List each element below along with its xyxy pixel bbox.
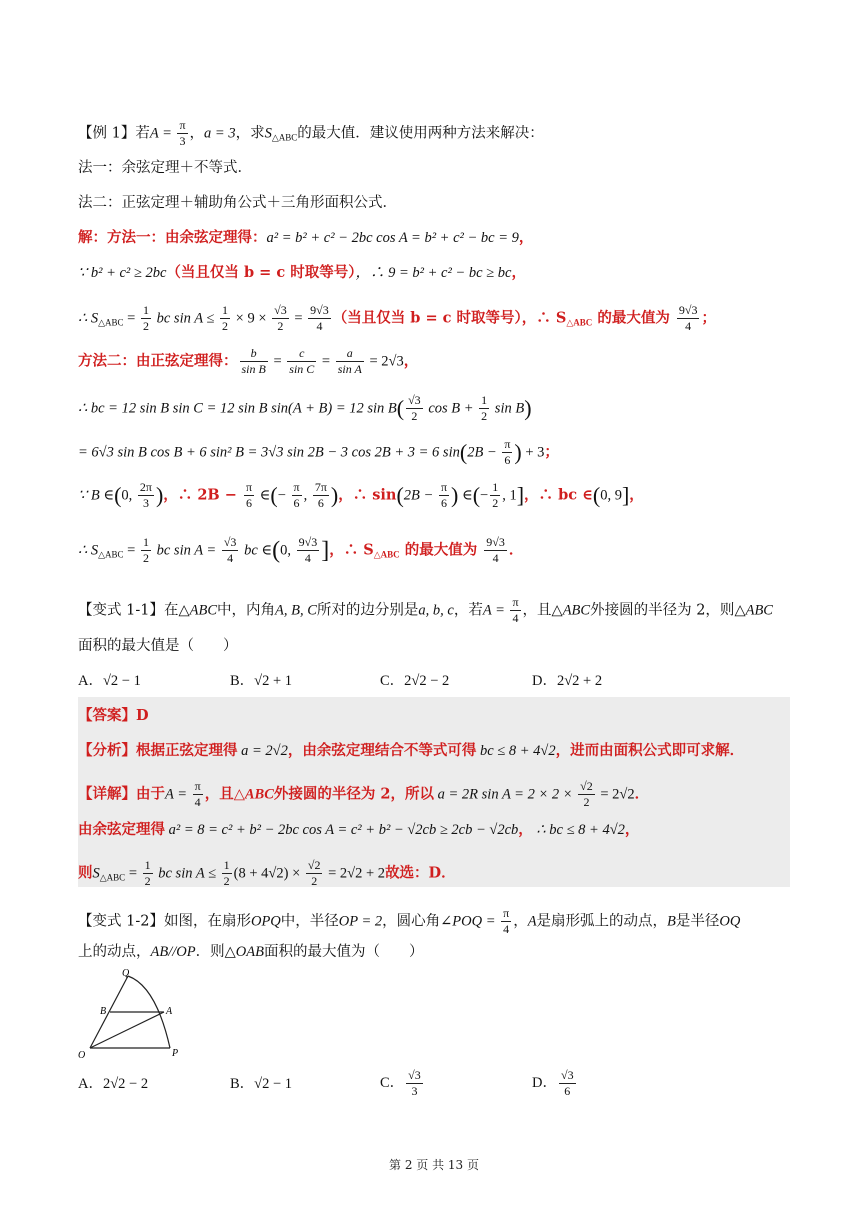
- label-a: A: [166, 1006, 173, 1017]
- solution-line-8: ∴ $S_{\triangle ABC}$ = $\frac{1}{2}$ bc sin A = $\frac{√3}{4}$ bc ∈(0, $\frac{9√3}{4}$ ]，∴ $S_{\triangle ABC}$ 的最大值为 $\frac{9√3}{4}$ ．: [78, 535, 524, 565]
- text: ，: [518, 229, 534, 246]
- den: 2: [142, 551, 149, 565]
- text: ∴ S: [78, 310, 99, 327]
- analysis-line: [78, 741, 744, 761]
- text: 【变式 1-1】在: [78, 602, 179, 619]
- fraction: [406, 393, 423, 424]
- num: 9√3: [298, 535, 318, 549]
- variant2-option-d[interactable]: [532, 1068, 578, 1099]
- den: 4: [194, 795, 201, 809]
- num: √2: [307, 858, 321, 872]
- den: 6: [293, 496, 300, 510]
- subscript: △ABC: [271, 132, 298, 143]
- text: ，: [189, 125, 205, 142]
- example-tag: 【例 1】: [78, 125, 136, 142]
- text: bc ∈: [240, 542, 273, 559]
- text: 中，内角: [217, 602, 276, 619]
- den: 2: [142, 319, 149, 333]
- label-o: O: [78, 1050, 86, 1060]
- example1-question: [78, 118, 544, 149]
- text: △ABC: [551, 602, 591, 619]
- text: =: [125, 865, 141, 882]
- text: ，求: [235, 125, 265, 142]
- fraction: [578, 779, 595, 810]
- text: 的最大值为: [592, 309, 675, 327]
- fraction: [143, 858, 153, 889]
- num: π: [194, 779, 201, 793]
- text: ，由余弦定理结合不等式可得: [287, 742, 477, 759]
- variant2-option-a[interactable]: A．2√2 − 2: [78, 1076, 149, 1092]
- method2-label: 法二：正弦定理＋辅助角公式＋三角形面积公式．: [78, 195, 397, 211]
- equation: = 6√3 sin B cos B + 6 sin² B = 3√3 sin 2B − 3 cos 2B + 3 = 6 sin: [78, 444, 460, 461]
- den: 4: [492, 551, 499, 565]
- text: −: [277, 487, 290, 504]
- text: △OAB: [224, 944, 264, 960]
- text: ，圆心角: [382, 913, 441, 930]
- equation: ∵ b² + c² ≥ 2bc: [78, 265, 167, 281]
- text: 中，半径: [280, 913, 339, 930]
- variant2-question-line2: [78, 942, 423, 962]
- text: ．则: [195, 944, 225, 960]
- num: 1: [492, 480, 499, 494]
- text: 0,: [121, 487, 136, 504]
- text: A, B, C: [275, 602, 317, 619]
- text: , 1: [502, 487, 517, 504]
- text: 面积的最大值为（ ）: [263, 944, 424, 960]
- text: ，∴ 2B −: [163, 486, 242, 504]
- num: π: [245, 480, 252, 494]
- fraction: [510, 595, 520, 626]
- text: OQ: [719, 913, 741, 930]
- den: 2: [583, 795, 590, 809]
- fraction: [336, 346, 364, 377]
- text: a² = 8 = c² + b² − 2bc cos A = c² + b² − √2cb ≥ 2cb − √2cb: [165, 822, 519, 838]
- equation: ∴ bc = 12 sin B sin C = 12 sin B sin(A + B) = 12 sin B: [78, 400, 397, 417]
- fraction: [177, 118, 187, 149]
- den: 3: [179, 134, 186, 148]
- text: 0, 9: [600, 487, 622, 504]
- text: 上的动点，: [78, 944, 151, 960]
- fraction: [484, 535, 507, 566]
- subscript: △ABC: [98, 317, 124, 328]
- text: bc sin A ≤: [152, 310, 219, 327]
- variant1-option-b[interactable]: B．√2 + 1: [230, 673, 293, 689]
- text: （当且仅当 b = c 时取等号）: [166, 264, 356, 281]
- text: sin B: [491, 400, 525, 417]
- text: ，进而由面积公式即可求解．: [555, 742, 745, 759]
- text: ,: [303, 487, 311, 504]
- text: ；: [701, 309, 716, 327]
- text: （当且仅当 b = c 时取等号），∴ S: [332, 309, 567, 327]
- den: 6: [440, 496, 447, 510]
- text: 【详解】由于: [78, 785, 165, 803]
- num: 1: [222, 303, 229, 317]
- num: π: [293, 480, 300, 494]
- den: 6: [317, 496, 324, 510]
- text: ，: [629, 486, 644, 504]
- label-b: B: [100, 1006, 107, 1017]
- text: B: [667, 913, 676, 930]
- num: 9√3: [678, 303, 698, 317]
- num: √3: [274, 303, 287, 317]
- text: (8 + 4√2) ×: [233, 865, 304, 882]
- num: 1: [223, 858, 230, 872]
- text: A =: [149, 125, 176, 142]
- text: bc sin A =: [152, 542, 220, 559]
- text: ，: [513, 913, 528, 930]
- answer-line: 【答案】D: [78, 707, 149, 724]
- text: ，且: [204, 785, 234, 803]
- text: △ABC: [178, 602, 218, 619]
- fraction: [501, 906, 511, 937]
- num: 2π: [139, 480, 152, 494]
- num: π: [179, 118, 186, 132]
- text: a = 2R sin A = 2 × 2 ×: [434, 786, 577, 803]
- fraction: [244, 480, 254, 511]
- text: 2B −: [467, 444, 501, 461]
- fraction: [439, 480, 449, 511]
- text: 若: [135, 125, 150, 142]
- num: π: [504, 437, 511, 451]
- den: sin A: [337, 362, 362, 376]
- den: 4: [512, 611, 519, 625]
- num: 1: [481, 393, 488, 407]
- detail-line: [78, 779, 649, 810]
- text: ∈: [256, 487, 271, 504]
- text: a, b, c: [418, 602, 454, 619]
- fraction: [559, 1068, 576, 1099]
- fraction: [272, 303, 289, 334]
- den: sin B: [241, 362, 266, 376]
- text: ∴ S: [78, 542, 99, 559]
- fraction: [490, 480, 500, 511]
- den: 2: [411, 409, 418, 423]
- num: 9√3: [310, 303, 329, 317]
- num: √2: [580, 779, 593, 793]
- variant2-question-line1: [78, 906, 740, 937]
- den: 4: [304, 551, 311, 565]
- solution-line-4: 方法二：由正弦定理得： $\frac{b}{\text{sin B}}$ = $\frac{c}{\text{sin C}}$ = $\frac{a}{\text{sin A}}$ = 2√3，: [78, 346, 419, 376]
- subscript: △ABC: [98, 549, 124, 560]
- den: 4: [503, 922, 510, 936]
- area-symbol: S: [264, 125, 272, 142]
- fraction: [222, 535, 239, 566]
- text: A =: [482, 602, 509, 619]
- num: √3: [408, 393, 421, 407]
- text: ，且: [522, 602, 552, 619]
- text: = 2√2 + 2: [324, 865, 386, 882]
- den: 4: [685, 319, 692, 333]
- den: 2: [223, 874, 230, 888]
- segment-oa: [90, 1012, 164, 1048]
- variant2-option-c[interactable]: [380, 1068, 425, 1099]
- text: D．: [532, 1074, 557, 1091]
- den: 6: [245, 496, 252, 510]
- den: 6: [564, 1084, 571, 1098]
- text: 的最大值．建议使用两种方法来解决：: [297, 125, 544, 142]
- num: 9√3: [486, 535, 505, 549]
- label-p: P: [172, 1048, 179, 1059]
- equation: = 2√3: [365, 353, 404, 370]
- fraction: [677, 303, 700, 334]
- fraction: [306, 858, 323, 889]
- text: OPQ: [250, 913, 281, 930]
- den: 2: [481, 409, 488, 423]
- den: sin C: [289, 362, 315, 376]
- variant2-option-b[interactable]: B．√2 − 1: [230, 1076, 293, 1092]
- text: ．: [634, 785, 650, 803]
- solution-line-1: [78, 228, 533, 248]
- fraction: [292, 480, 302, 511]
- sector-figure: [72, 966, 192, 1060]
- equation: ，∴ 9 = b² + c² − bc ≥ bc: [355, 265, 512, 281]
- text: 解：方法一：由余弦定理得：: [78, 229, 267, 246]
- solution-line-2: [78, 263, 526, 283]
- condition: a = 3: [204, 125, 236, 142]
- page-footer: 第 2 页 共 13 页: [389, 1158, 479, 1172]
- text: ，∴ sin: [338, 486, 397, 504]
- text: 则: [78, 864, 93, 882]
- text: C．: [380, 1074, 405, 1091]
- text: 【分析】根据正弦定理得: [78, 742, 238, 759]
- solution-line-7: ∵ B ∈(0, $\frac{2\pi}{3}$ )，∴ 2B − $\frac{\pi}{6}$ ∈(− $\frac{\pi}{6}$ , $\frac{7\pi}{6}$ )，∴ sin(2B − $\frac{\pi}{6}$ ) ∈(− $\frac{1}{2}$ , 1]，∴ bc ∈(0, 9]，: [78, 480, 644, 510]
- num: b: [240, 346, 268, 362]
- solution-line-3: [78, 303, 716, 334]
- text: 的最大值为: [399, 541, 483, 559]
- text: ．: [508, 541, 524, 559]
- text: 0,: [280, 542, 295, 559]
- text: △ABC: [734, 602, 773, 619]
- subscript: △ABC: [373, 549, 400, 560]
- variant1-question-line2: 面积的最大值是（ ）: [78, 638, 238, 654]
- conclusion-line: [78, 858, 456, 889]
- variant1-option-c[interactable]: C．2√2 − 2: [380, 673, 450, 689]
- text: ∈: [458, 487, 473, 504]
- method1-label: 法一：余弦定理＋不等式．: [78, 160, 252, 176]
- solution-line-5: ∴ bc = 12 sin B sin C = 12 sin B sin(A + B) = 12 sin B( $\frac{√3}{2}$ cos B + $\frac{1}{2}$ sin B): [78, 393, 532, 423]
- variant1-option-d[interactable]: D．2√2 + 2: [532, 673, 603, 689]
- num: √3: [223, 535, 237, 549]
- text: bc sin A ≤: [154, 865, 220, 882]
- text: = 2√2: [596, 786, 635, 803]
- text: S: [92, 865, 100, 882]
- fraction: [138, 480, 154, 511]
- text: 所对的边分别是: [316, 602, 419, 619]
- text: ，: [624, 821, 640, 838]
- num: 1: [142, 303, 149, 317]
- fraction: [479, 393, 489, 424]
- text: △ABC: [233, 786, 274, 803]
- den: 3: [411, 1084, 418, 1098]
- text: 由余弦定理得: [78, 821, 165, 838]
- text: 方法二：由正弦定理得：: [78, 352, 238, 370]
- text: ∴ bc ≤ 8 + 4√2: [532, 822, 625, 838]
- text: A: [527, 913, 537, 930]
- text: ；: [544, 443, 559, 461]
- solution-line-6: = 6√3 sin B cos B + 6 sin² B = 3√3 sin 2B − 3 cos 2B + 3 = 6 sin(2B − $\frac{\pi}{6}$ ) + 3；: [78, 437, 559, 467]
- den: 2: [144, 874, 151, 888]
- fraction: [313, 480, 329, 511]
- den: 2: [222, 319, 229, 333]
- fraction: [220, 303, 230, 334]
- fraction: [141, 303, 151, 334]
- text: ，: [518, 821, 533, 838]
- text: 是扇形弧上的动点，: [536, 913, 668, 930]
- text: =: [123, 310, 139, 327]
- num: a: [336, 346, 364, 362]
- text: a = 2√2: [237, 743, 288, 759]
- num: √3: [408, 1068, 421, 1082]
- text: ∠POQ =: [440, 913, 500, 930]
- num: π: [512, 595, 519, 609]
- num: 1: [142, 535, 149, 549]
- text: 是半径: [675, 913, 720, 930]
- num: π: [440, 480, 448, 494]
- text: ，: [403, 352, 419, 370]
- num: π: [503, 906, 510, 920]
- fraction: [193, 779, 203, 810]
- den: 4: [227, 551, 234, 565]
- num: c: [287, 346, 316, 362]
- equation: a² = b² + c² − 2bc cos A = b² + c² − bc = 9: [266, 230, 519, 246]
- den: 3: [142, 496, 149, 510]
- text: ，若: [453, 602, 483, 619]
- text: A =: [165, 786, 191, 803]
- text: × 9 ×: [232, 310, 271, 327]
- text: ，∴ bc ∈: [524, 486, 593, 504]
- den: 2: [311, 874, 318, 888]
- fraction: [222, 858, 232, 889]
- text: ，∴ S: [329, 541, 374, 559]
- den: 4: [316, 319, 323, 333]
- subscript: △ABC: [99, 872, 126, 883]
- text: AB//OP: [150, 944, 196, 960]
- fraction: [406, 1068, 423, 1099]
- text: 外接圆的半径为 2，则: [590, 602, 735, 619]
- den: 2: [492, 496, 499, 510]
- num: 7π: [314, 480, 327, 494]
- fraction: [287, 346, 316, 377]
- fraction: [297, 535, 320, 566]
- den: 6: [504, 453, 511, 467]
- num: √3: [560, 1068, 574, 1082]
- fraction: [502, 437, 512, 468]
- text: 2B −: [403, 487, 437, 504]
- text: 故选：D．: [385, 864, 456, 882]
- text: 外接圆的半径为 2，所以: [273, 785, 435, 803]
- fraction: [240, 346, 268, 377]
- num: 1: [144, 858, 151, 872]
- text: OP = 2: [338, 913, 383, 930]
- label-q: Q: [122, 968, 130, 979]
- text: ，: [511, 264, 526, 281]
- den: 2: [277, 319, 284, 333]
- text: ∵ B ∈: [78, 487, 115, 504]
- cosine-line: [78, 820, 639, 840]
- fraction: [141, 535, 151, 566]
- text: 【变式 1-2】如图，在扇形: [78, 913, 251, 930]
- variant1-option-a[interactable]: A．√2 − 1: [78, 673, 141, 689]
- fraction: [308, 303, 331, 334]
- text: bc ≤ 8 + 4√2: [476, 743, 556, 759]
- text: + 3: [521, 444, 545, 461]
- subscript: △ABC: [566, 317, 593, 328]
- text: cos B +: [424, 400, 478, 417]
- text: =: [290, 310, 307, 327]
- variant1-question-line1: [78, 595, 773, 626]
